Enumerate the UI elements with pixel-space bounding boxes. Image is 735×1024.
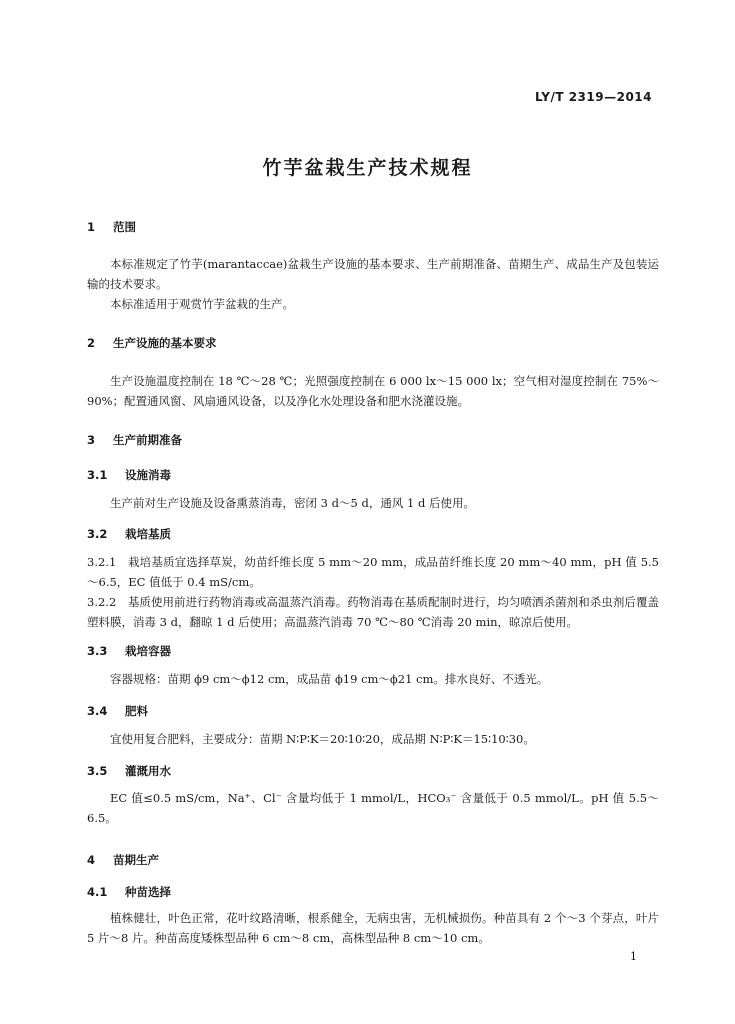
section-heading-1 xyxy=(87,219,136,235)
page-number: 1 xyxy=(630,950,637,963)
section-title: 范围 xyxy=(113,220,136,234)
subsection-title: 栽培容器 xyxy=(125,644,171,658)
subsection-heading-3-4 xyxy=(87,703,148,719)
paragraph: 生产前对生产设施及设备熏蒸消毒，密闭 3 d～5 d，通风 1 d 后使用。 xyxy=(110,496,475,510)
paragraph: 植株健壮，叶色正常，花叶纹路清晰，根系健全，无病虫害，无机械损伤。种苗具有 2 个～3 个芽点，叶片 5 片～8 片。种苗高度矮株型品种 6 cm～8 cm，高株型品种 8 cm～10 cm。 xyxy=(87,911,659,945)
subsection-number: 3.5 xyxy=(87,764,108,778)
standard-code: LY/T 2319—2014 xyxy=(534,90,652,104)
section-number: 2 xyxy=(87,336,96,350)
subsection-heading-3-1 xyxy=(87,467,171,483)
section-heading-4 xyxy=(87,852,159,868)
subsection-title: 灌溉用水 xyxy=(125,764,171,778)
subsection-title: 肥料 xyxy=(125,704,148,718)
section-number: 1 xyxy=(87,220,96,234)
subsection-number: 3.4 xyxy=(87,704,108,718)
paragraph: 本标准适用于观赏竹芋盆栽的生产。 xyxy=(110,297,294,311)
subsection-number: 4.1 xyxy=(87,885,108,899)
paragraph: 生产设施温度控制在 18 ℃～28 ℃；光照强度控制在 6 000 lx～15 000 lx；空气相对湿度控制在 75%～90%；配置通风窗、风扇通风设备，以及净化水处理设备和肥水浇灌设施。 xyxy=(87,374,659,408)
paragraph: 3.2.1 栽培基质宜选择草炭，幼苗纤维长度 5 mm～20 mm，成品苗纤维长度 20 mm～40 mm，pH 值 5.5～6.5，EC 值低于 0.4 mS/cm。 xyxy=(87,555,659,589)
subsection-number: 3.2 xyxy=(87,527,108,541)
section-heading-2 xyxy=(87,335,217,351)
section-title: 生产前期准备 xyxy=(113,433,182,447)
section-number: 4 xyxy=(87,853,96,867)
section-number: 3 xyxy=(87,433,96,447)
paragraph: 3.2.2 基质使用前进行药物消毒或高温蒸汽消毒。药物消毒在基质配制时进行，均匀喷洒杀菌剂和杀虫剂后覆盖塑料膜，消毒 3 d，翻晾 1 d 后使用；高温蒸汽消毒 70 ℃～80 ℃消毒 20 min，晾凉后使用。 xyxy=(87,595,659,629)
subsection-heading-3-2 xyxy=(87,526,171,542)
paragraph: 容器规格：苗期 ϕ9 cm～ϕ12 cm，成品苗 ϕ19 cm～ϕ21 cm。排水良好、不透光。 xyxy=(110,672,549,686)
paragraph: EC 值≤0.5 mS/cm，Na⁺、Cl⁻ 含量均低于 1 mmol/L，HCO₃⁻ 含量低于 0.5 mmol/L。pH 值 5.5～6.5。 xyxy=(87,791,659,825)
subsection-heading-3-5 xyxy=(87,763,171,779)
section-title: 生产设施的基本要求 xyxy=(113,336,217,350)
subsection-number: 3.1 xyxy=(87,468,108,482)
section-title: 苗期生产 xyxy=(113,853,159,867)
page-title: 竹芋盆栽生产技术规程 xyxy=(262,157,473,179)
subsection-heading-4-1 xyxy=(87,884,171,900)
subsection-number: 3.3 xyxy=(87,644,108,658)
paragraph: 宜使用复合肥料，主要成分：苗期 N∶P∶K＝20∶10∶20，成品期 N∶P∶K＝15∶10∶30。 xyxy=(110,732,535,746)
subsection-title: 栽培基质 xyxy=(125,527,171,541)
section-heading-3 xyxy=(87,432,182,448)
subsection-title: 种苗选择 xyxy=(125,885,171,899)
paragraph: 本标准规定了竹芋(marantaccae)盆栽生产设施的基本要求、生产前期准备、苗期生产、成品生产及包装运输的技术要求。 xyxy=(87,257,659,291)
subsection-heading-3-3 xyxy=(87,643,171,659)
subsection-title: 设施消毒 xyxy=(125,468,171,482)
